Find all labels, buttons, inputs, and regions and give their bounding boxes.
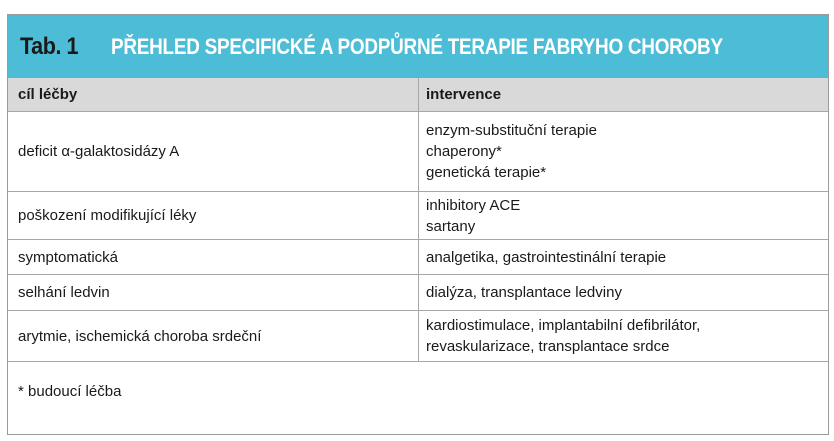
table-number: Tab. 1 xyxy=(20,32,79,60)
table-title: PŘEHLED SPECIFICKÉ A PODPŮRNÉ TERAPIE FABRYHO CHOROBY xyxy=(110,33,723,59)
table-footnote: * budoucí léčba xyxy=(18,383,122,400)
table-row xyxy=(8,311,828,362)
intervention-item: revaskularizace, transplantace srdce xyxy=(426,338,670,355)
intervention-item: kardiostimulace, implantabilní defibrilátor, xyxy=(426,317,701,334)
intervention-cell xyxy=(419,275,829,311)
intervention-cell xyxy=(419,192,829,240)
intervention-item: chaperony* xyxy=(426,143,502,160)
table-container xyxy=(7,14,829,435)
intervention-item: genetická terapie* xyxy=(426,164,547,181)
table-row xyxy=(8,240,828,275)
goal-cell: deficit α-galaktosidázy A xyxy=(8,112,419,192)
data-table xyxy=(8,78,828,362)
goal-cell: arytmie, ischemická choroba srdeční xyxy=(8,311,419,362)
intervention-cell xyxy=(419,240,829,275)
column-header-goal: cíl léčby xyxy=(8,78,419,112)
goal-cell: poškození modifikující léky xyxy=(8,192,419,240)
table-row xyxy=(8,275,828,311)
goal-cell: selhání ledvin xyxy=(8,275,419,311)
intervention-item: inhibitory ACE xyxy=(426,196,521,214)
table-header xyxy=(8,15,828,78)
table-row xyxy=(8,112,828,192)
column-header-row xyxy=(8,78,828,112)
intervention-item: sartany xyxy=(426,217,476,235)
intervention-cell xyxy=(419,311,829,362)
table-row xyxy=(8,192,828,240)
intervention-item: enzym-substituční terapie xyxy=(426,122,597,139)
column-header-intervention: intervence xyxy=(419,78,829,112)
goal-cell: symptomatická xyxy=(8,240,419,275)
intervention-cell xyxy=(419,112,829,192)
intervention-item: dialýza, transplantace ledviny xyxy=(426,284,622,301)
intervention-item: analgetika, gastrointestinální terapie xyxy=(426,248,667,266)
